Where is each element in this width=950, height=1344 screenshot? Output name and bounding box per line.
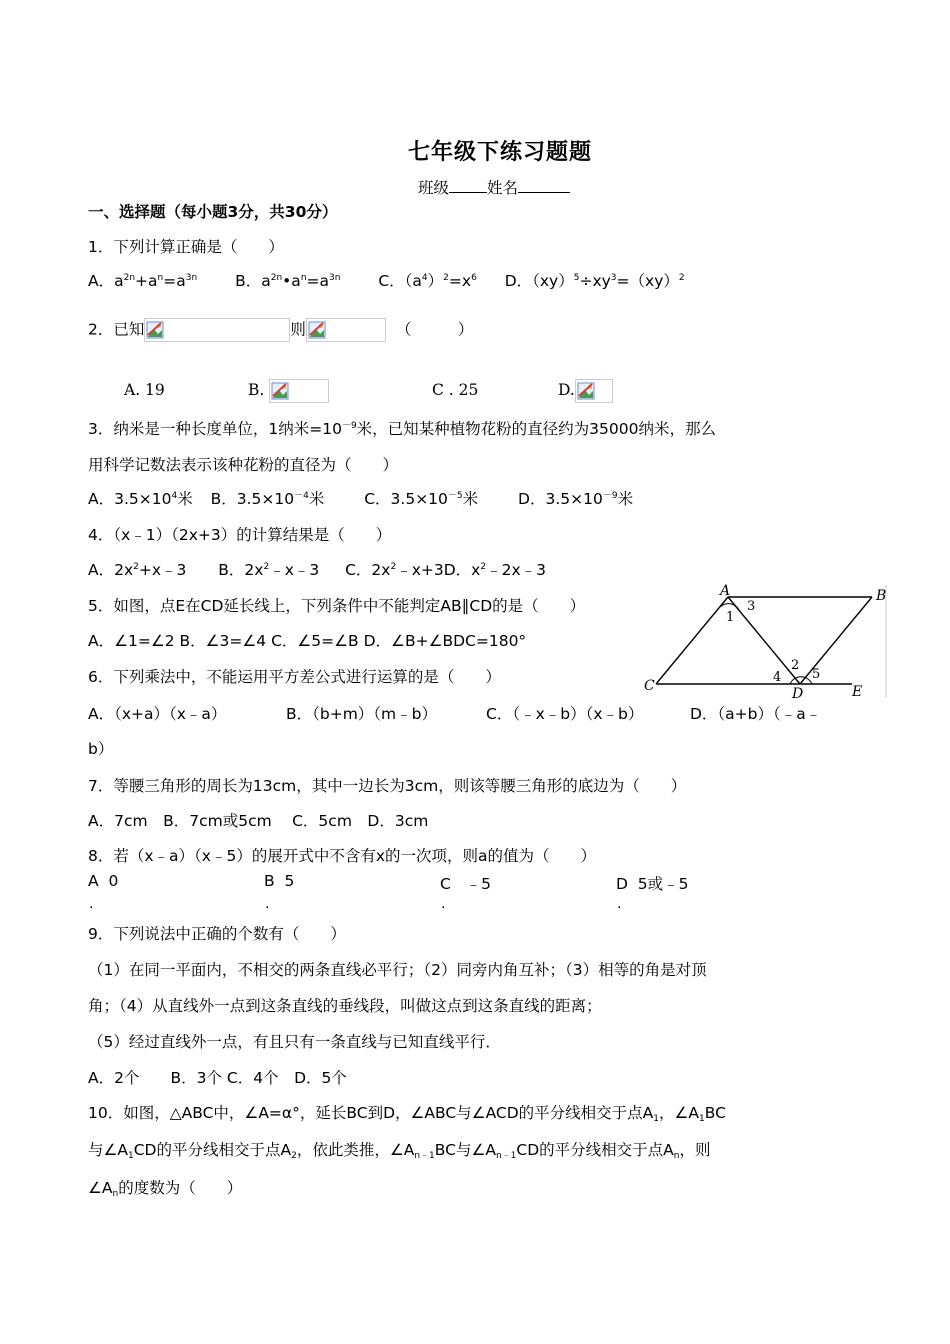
q3-option-a: A．$3.5\times 10^4$米: [88, 490, 193, 508]
q1-option-a: A．$a^{2n}+a^n=a^{3n}$: [88, 272, 198, 290]
label-angle-5: 5: [812, 667, 821, 682]
broken-image-option-b: [269, 379, 329, 403]
label-b: B: [876, 588, 887, 604]
q1-options: [88, 270, 685, 292]
broken-image-icon: [271, 382, 289, 400]
q6-option-d: D．（a+b）（﹣a﹣: [690, 705, 822, 723]
q1-option-d: D．$(xy)^5\div xy^3=(xy)^2$: [504, 272, 685, 290]
name-blank[interactable]: [518, 176, 570, 193]
label-angle-4: 4: [773, 670, 782, 685]
q8-option-d: D 5或﹣5: [616, 875, 689, 893]
q8-dot-c: .: [441, 896, 446, 912]
q6-option-c: C．（﹣x﹣b）（x﹣b）: [486, 705, 644, 723]
q2-option-c: C . 25: [432, 381, 479, 399]
q3-option-c: C．$3.5\times 10^{-5}$米: [364, 490, 479, 508]
q1-option-b: B．$a^{2n}•a^n=a^{3n}$: [235, 272, 341, 290]
page-title: 七年级下练习题题: [407, 139, 592, 165]
q9-statement-3: （5）经过直线外一点，有且只有一条直线与已知直线平行．: [88, 1033, 501, 1051]
broken-image-icon: [146, 321, 164, 339]
q4-options: [88, 559, 546, 581]
segment-db: [800, 597, 872, 684]
q10-line-3: $\angle A_n$的度数为（ ）: [88, 1179, 243, 1199]
q10-line-1: 10．如图，△ABC中，∠A=α°，延长BC到D，∠ABC与∠ACD的平分线相交于点$A_1$，$\angle A_1BC$: [88, 1104, 726, 1124]
q4-option-b: B．$2x^2﹣x﹣3$: [218, 561, 320, 579]
label-angle-3: 3: [747, 599, 756, 614]
q3-option-d: D．$3.5\times 10^{-9}$米: [518, 490, 634, 508]
q2-option-a: A. 19: [124, 381, 165, 399]
q6-stem: 6．下列乘法中，不能运用平方差公式进行运算的是（ ）: [88, 668, 501, 686]
section-heading: 一、选择题（每小题3分，共30分）: [88, 203, 338, 221]
q6-option-d-continued: b）: [88, 740, 114, 758]
broken-image-icon: [308, 321, 326, 339]
name-label: 姓名: [487, 179, 519, 197]
q9-statement-1: （1）在同一平面内，不相交的两条直线必平行；（2）同旁内角互补；（3）相等的角是对顶: [88, 961, 707, 979]
broken-image-option-d: [575, 379, 613, 403]
q6-option-b: B．（b+m）（m﹣b）: [286, 705, 437, 723]
q1-stem: 1．下列计算正确是（ ）: [88, 238, 284, 256]
broken-image-formula-1: [144, 318, 290, 342]
label-c: C: [644, 678, 655, 694]
broken-image-formula-2: [306, 318, 386, 342]
class-blank[interactable]: [449, 176, 487, 193]
label-angle-1: 1: [726, 610, 735, 625]
q8-option-b: B 5: [264, 872, 295, 890]
q3-option-b: B．$3.5\times 10^{-4}$米: [210, 490, 325, 508]
q9-options: A．2个 B．3个 C．4个 D．5个: [88, 1069, 347, 1087]
q2-stem: 2．已知 则 （ ）: [88, 318, 473, 342]
q9-stem: 9．下列说法中正确的个数有（ ）: [88, 925, 346, 943]
label-d: D: [792, 686, 804, 700]
segment-ac: [656, 597, 728, 684]
q9-statement-2: 角；（4）从直线外一点到这条直线的垂线段，叫做这点到这条直线的距离；: [88, 997, 602, 1015]
q6-option-a: A．（x+a）（x﹣a）: [88, 705, 227, 723]
q5-figure-parallelogram: [640, 580, 890, 700]
q5-stem: 5．如图，点E在CD延长线上，下列条件中不能判定AB∥CD的是（ ）: [88, 597, 586, 615]
label-angle-2: 2: [791, 658, 800, 673]
q8-option-a: A 0: [88, 872, 119, 890]
q8-option-c: C ﹣5: [440, 875, 491, 893]
q4-stem: 4．（x﹣1）（2x+3）的计算结果是（ ）: [88, 526, 392, 544]
q2-option-d: D.: [558, 379, 613, 403]
q8-dot-b: .: [265, 896, 270, 912]
q10-line-2: 与$\angle A_1CD$的平分线相交于点$A_2$，依此类推，$\angle A_{n﹣1}BC$与$\angle A_{n﹣1}CD$的平分线相交于点$A_n$，则: [88, 1141, 711, 1161]
class-label: 班级: [418, 179, 450, 197]
q3-options: [88, 488, 633, 510]
class-name-line: [418, 176, 570, 198]
q3-line-2: 用科学记数法表示该种花粉的直径为（ ）: [88, 456, 399, 474]
q3-line-1: 3．纳米是一种长度单位，1纳米$=10^{-9}$米，已知某种植物花粉的直径约为35000纳米，那么: [88, 420, 716, 438]
q2-option-b: B.: [248, 379, 329, 403]
label-a: A: [720, 583, 731, 599]
q4-option-c: C．$2x^2﹣x+3$: [345, 561, 444, 579]
label-e: E: [852, 684, 863, 700]
broken-image-icon: [577, 382, 595, 400]
q8-stem: 8．若（x﹣a）（x﹣5）的展开式中不含有x的一次项，则a的值为（ ）: [88, 847, 596, 865]
q1-option-c: C．$(a^4)^2=x^6$: [378, 272, 477, 290]
q4-option-d: D．$x^2﹣2x﹣3$: [443, 561, 546, 579]
q7-options: A．7cm B．7cm或5cm C．5cm D．3cm: [88, 812, 429, 830]
q8-dot-a: .: [89, 896, 94, 912]
q4-option-a: A．$2x^2+x﹣3$: [88, 561, 187, 579]
q5-options: A．∠1=∠2 B．∠3=∠4 C．∠5=∠B D．∠B+∠BDC=180°: [88, 632, 527, 650]
q8-dot-d: .: [617, 896, 622, 912]
q7-stem: 7．等腰三角形的周长为13cm，其中一边长为3cm，则该等腰三角形的底边为（ ）: [88, 777, 687, 795]
